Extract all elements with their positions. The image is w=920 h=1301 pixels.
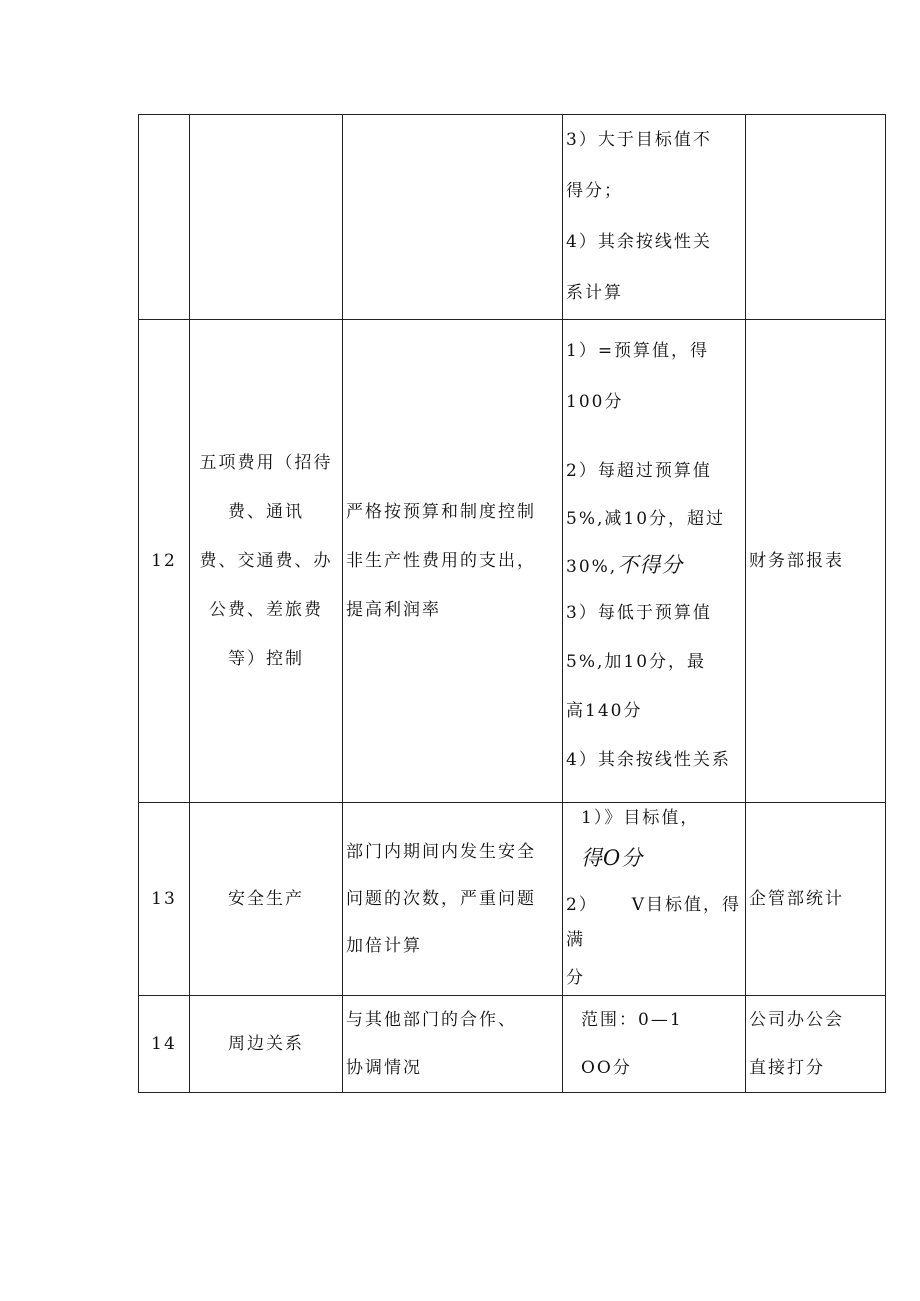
kpi-table [138, 114, 886, 1093]
standard-line: 3）大于目标值不 [566, 130, 712, 150]
source-line: 财务部报表 [749, 550, 844, 571]
standard-line: 100分 [566, 392, 624, 412]
item-name-cell [190, 803, 343, 996]
standard-line [563, 541, 745, 589]
item-line: 费、通讯 [228, 501, 304, 522]
standard-line: 4）其余按线性关 [566, 232, 712, 252]
standard-fragment: V目标值，得 [631, 895, 741, 915]
item-line: 五项费用（招待 [199, 452, 333, 473]
requirement-cell [343, 115, 563, 320]
standard-line: 满 [566, 930, 585, 950]
item-line: 安全生产 [228, 888, 304, 909]
standard-line: 3）每低于预算值 [566, 603, 712, 623]
standard-line: 2）每超过预算值 [566, 461, 712, 481]
standard-fragment-italic: 不得分 [617, 553, 684, 577]
requirement-line: 问题的次数，严重问题 [346, 888, 536, 909]
standard-cell [563, 803, 746, 996]
item-line: 公费、差旅费 [209, 599, 323, 620]
standard-line: 5%,加10分，最 [566, 652, 707, 672]
requirement-line: 部门内期间内发生安全 [346, 841, 536, 862]
standard-line: 范围：0—1 [581, 1010, 683, 1030]
item-name-cell [190, 320, 343, 803]
standard-line: 得分； [566, 181, 623, 201]
standard-cell [563, 115, 746, 320]
standard-fragment: 2） [566, 895, 598, 915]
standard-line: 1）=预算值，得 [566, 341, 710, 361]
standard-line: 系计算 [566, 283, 623, 303]
item-line: 费、交通费、办 [199, 550, 333, 571]
source-cell [746, 803, 886, 996]
requirement-line: 提高利润率 [346, 599, 441, 620]
item-name-cell [190, 996, 343, 1093]
requirement-line: 严格按预算和制度控制 [346, 501, 536, 522]
item-line: 周边关系 [228, 1033, 304, 1054]
standard-cell [563, 996, 746, 1093]
requirement-cell [343, 320, 563, 803]
standard-line: 4）其余按线性关系 [566, 750, 731, 770]
row-number-cell: 12 [139, 320, 190, 803]
source-cell [746, 320, 886, 803]
row-number-cell: 13 [139, 803, 190, 996]
source-cell [746, 115, 886, 320]
source-cell [746, 996, 886, 1093]
source-line: 直接打分 [749, 1058, 825, 1078]
requirement-line: 与其他部门的合作、 [346, 1010, 517, 1030]
requirement-line: 加倍计算 [346, 935, 422, 956]
item-line: 等）控制 [228, 648, 304, 669]
requirement-cell [343, 996, 563, 1093]
standard-line: 5%,减10分，超过 [566, 509, 726, 529]
table-row [139, 320, 886, 803]
standard-line: 分 [566, 968, 585, 988]
requirement-line: 非生产性费用的支出， [346, 550, 536, 571]
table-row [139, 115, 886, 320]
standard-line: 1）》目标值， [581, 808, 700, 828]
requirement-line: 协调情况 [346, 1058, 422, 1078]
table-row [139, 996, 886, 1093]
standard-line: 高140分 [566, 701, 643, 721]
source-line: 公司办公会 [749, 1010, 844, 1030]
standard-line-italic: 得O分 [581, 846, 644, 870]
requirement-cell [343, 803, 563, 996]
standard-line: OO分 [581, 1058, 632, 1078]
table-row [139, 803, 886, 996]
row-number-cell: 14 [139, 996, 190, 1093]
standard-fragment: 30%, [566, 557, 618, 577]
standard-line [563, 883, 745, 928]
standard-cell [563, 320, 746, 803]
item-name-cell [190, 115, 343, 320]
source-line: 企管部统计 [749, 888, 844, 909]
row-number-cell [139, 115, 190, 320]
